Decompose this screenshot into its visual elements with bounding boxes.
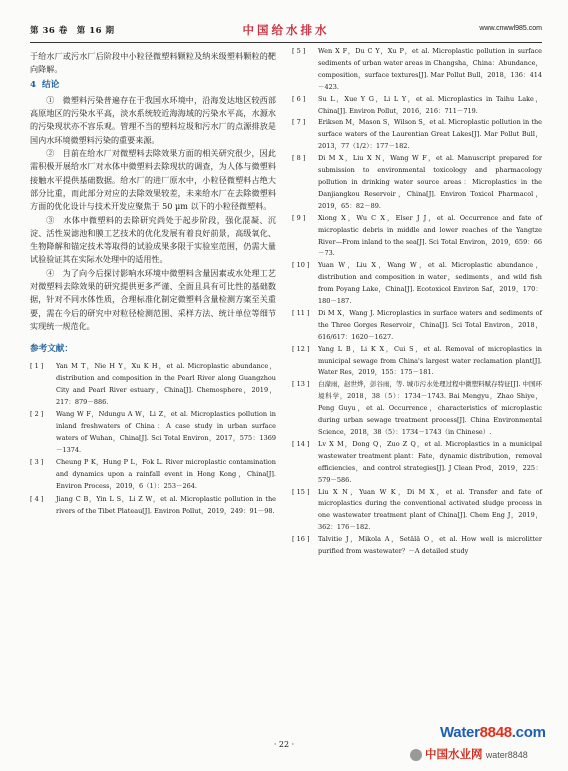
watermark xyxy=(410,724,562,768)
reference-text: Wang W F，Ndungu A W，Li Z，et al. Microplastics pollution in inland freshwaters of China：A case study in urban surface waters of Wuhan，China[J]. Sci Total Environ，2017，575：1369－1374. xyxy=(56,409,276,455)
reference-item xyxy=(292,344,542,380)
reference-item xyxy=(292,439,542,487)
reference-item xyxy=(292,534,542,558)
reference-number: [ 13 ] xyxy=(292,380,310,389)
reference-text: 白濛雨，赵世烨，彭谷雨，等. 城市污水处理过程中微塑料赋存特征[J]. 中国环境科学，2018，38（5）：1734－1743. Bai Mengyu，Zhao Shiye，Peng Guyu，et al. Occurrence，characteristics of microplastic during urban sewage treatment process[J]. China Environmental Science，2018，38（5）：1734－1743（in Chinese）. xyxy=(318,380,542,436)
wechat-icon xyxy=(410,749,422,761)
reference-text: Su L，Xue Y G，Li L Y，et al. Microplastics in Taihu Lake，China[J]. Environ Pollut，2016，216：711－719. xyxy=(318,94,542,115)
reference-item xyxy=(292,117,542,153)
journal-title: 中国给水排水 xyxy=(242,23,330,37)
reference-text: Liu X N，Yuan W K，Di M X，et al. Transfer and fate of microplastics during the conventional activated sludge process in one wastewater treatment plant of China[J]. Chem Eng J，2019，362：176－182. xyxy=(318,487,542,532)
reference-number: [ 16 ] xyxy=(292,535,310,544)
volume-issue: 第 36 卷 第 16 期 xyxy=(30,26,115,36)
reference-number: [ 8 ] xyxy=(292,154,306,163)
reference-text: Eriksen M，Mason S，Wilson S，et al. Microplastic pollution in the surface waters of the Laurentian Great Lakes[J]. Mar Pollut Bull，2013，77（1/2）：177－182. xyxy=(318,118,542,151)
section-number: 4 xyxy=(30,79,36,90)
section-heading xyxy=(30,79,276,92)
reference-item xyxy=(292,308,542,344)
conclusion-paragraph-4: ④ 为了向今后探讨影响水环境中微塑料含量因素或水处理工艺对微塑料去除效果的研究提供更多严谨、全面且具有可比性的基础数据，针对不同水体性质，合理标准化制定微塑料含量检测方案至关重要，需在今后的研究中对粒径检测范围、采样方法、统计单位等细节实现统一规范化。 xyxy=(30,267,276,331)
reference-number: [ 5 ] xyxy=(292,47,306,55)
reference-list-left xyxy=(30,360,276,517)
reference-item xyxy=(292,213,542,261)
header-rule xyxy=(30,42,542,43)
conclusion-paragraph-1: ① 微塑料污染普遍存在于我国水环境中，沿海发达地区较西部高原地区的污染水平高，淡水系统较近海海域的污染水平高，水源水的污染现状亦不容乐观。管理不当的塑料垃圾和污水厂的点源排放是国内水环境微塑料污染的重要来源。 xyxy=(30,94,276,145)
reference-text: Yan M T，Nie H Y，Xu K H，et al. Microplastic abundance，distribution and composition in the Pearl River along Guangzhou City and Pearl River estuary，China[J]. Chemosphere，2019，217：879－886. xyxy=(56,361,276,406)
wechat-id: water8848 xyxy=(485,750,528,760)
journal-website[interactable]: www.cnwwl985.com xyxy=(479,25,542,32)
references-title: 参考文献： xyxy=(30,344,73,355)
watermark-site: Water8848.com xyxy=(440,724,546,741)
reference-number: [ 7 ] xyxy=(292,118,306,127)
reference-number: [ 12 ] xyxy=(292,344,310,353)
reference-list-right xyxy=(292,46,542,558)
reference-item xyxy=(292,379,542,439)
reference-number: [ 14 ] xyxy=(292,439,310,448)
reference-number: [ 6 ] xyxy=(292,94,306,103)
watermark-brand: 中国水业网 water8848 xyxy=(410,746,528,762)
reference-item xyxy=(30,456,276,492)
reference-item xyxy=(30,408,276,456)
reference-number: [ 2 ] xyxy=(30,409,44,418)
reference-number: [ 9 ] xyxy=(292,213,306,222)
reference-text: Talvitie J，Mikola A，Setälä O，et al. How well is microlitter purified from wastewater？－A detailed study xyxy=(318,535,542,556)
reference-text: Xiong X，Wu C X，Elser J J，et al. Occurrence and fate of microplastic debris in middle and lower reaches of the Yangtze River—From inland to the sea[J]. Sci Total Environ，2019，659：66－73. xyxy=(318,213,542,258)
reference-text: Yang L B，Li K X，Cui S，et al. Removal of microplastics in municipal sewage from China's largest water reclamation plant[J]. Water Res，2019，155：175－181. xyxy=(318,344,542,377)
reference-text: Lv X M，Dong Q，Zuo Z Q，et al. Microplastics in a municipal wastewater treatment plant：Fate，dynamic distribution，removal efficiencies，and control strategies[J]. J Clean Prod，2019，225：579－586. xyxy=(318,439,542,484)
reference-number: [ 1 ] xyxy=(30,361,44,370)
reference-text: Di M X，Liu X N，Wang W F，et al. Manuscript prepared for submission to environmental toxicology and pharmacology pollution in drinking water source areas：Microplastics in the Danjiangkou Reservoir，China[J]. Environ Toxicol Pharmacol，2019，65：82－89. xyxy=(318,154,542,210)
reference-item xyxy=(30,360,276,408)
reference-text: Jiang C B，Yin L S，Li Z W，et al. Microplastic pollution in the rivers of the Tibet Plateau[J]. Environ Pollut，2019，249：91－98. xyxy=(56,494,276,515)
reference-number: [ 10 ] xyxy=(292,261,310,270)
reference-item xyxy=(292,487,542,535)
conclusion-paragraph-2: ② 目前在给水厂对微塑料去除效果方面的相关研究很少，因此需积极开展给水厂对水体中微塑料去除现状的调查，为人体与微塑料接触水平提供基础数据。给水厂的进厂原水中，小粒径微塑料占绝大部分比重，而此部分对应的去除效果较差，未来给水厂在去除微塑料方面的优化设计与技术开发应聚焦于 50 μm 以下的小粒径微塑料。 xyxy=(30,148,276,212)
page-number: · 22 · xyxy=(273,740,295,749)
reference-text: Di M X，Wang J. Microplastics in surface waters and sediments of the Three Gorges Reservoir，China[J]. Sci Total Environ，2018，616/617：1620－1627. xyxy=(318,308,542,341)
reference-number: [ 11 ] xyxy=(292,308,310,317)
reference-number: [ 15 ] xyxy=(292,487,310,496)
reference-item xyxy=(292,153,542,213)
conclusion-paragraph-3: ③ 水体中微塑料的去除研究尚处于起步阶段，强化混凝、沉淀、活性炭滤池和膜工艺技术的优化发展有着良好前景，高级氧化、生物降解和锚定技术等取得的试验成果多限于实验室范围，仍需大量试验验证其在实际水处理中的适用性。 xyxy=(30,214,276,265)
right-column xyxy=(292,46,542,558)
section-title: 结论 xyxy=(41,79,60,90)
reference-item xyxy=(292,94,542,118)
reference-item xyxy=(30,493,276,517)
page-header xyxy=(30,22,542,40)
left-column xyxy=(30,50,276,517)
reference-number: [ 4 ] xyxy=(30,494,44,503)
reference-text: Yuan W，Liu X，Wang W，et al. Microplastic abundance，distribution and composition in water，sediments，and wild fish from Poyang Lake，China[J]. Ecotoxicol Environ Saf，2019，170：180－187. xyxy=(318,261,542,306)
reference-number: [ 3 ] xyxy=(30,458,44,467)
reference-text: Cheung P K，Hung P L，Fok L. River microplastic contamination and dynamics upon a rainfall event in Hong Kong，China[J]. Environ Process，2019，6（1）：253－264. xyxy=(56,458,276,491)
reference-text: Wen X F，Du C Y，Xu P，et al. Microplastic pollution in surface sediments of urban water areas in Changsha，China：Abundance，composition，surface textures[J]. Mar Pollut Bull，2018，136：414－423. xyxy=(318,47,542,91)
intro-paragraph: 于给水厂或污水厂后阶段中小粒径微塑料颗粒及纳米级塑料颗粒的靶向降解。 xyxy=(30,51,276,75)
reference-item xyxy=(292,46,542,94)
reference-item xyxy=(292,260,542,308)
